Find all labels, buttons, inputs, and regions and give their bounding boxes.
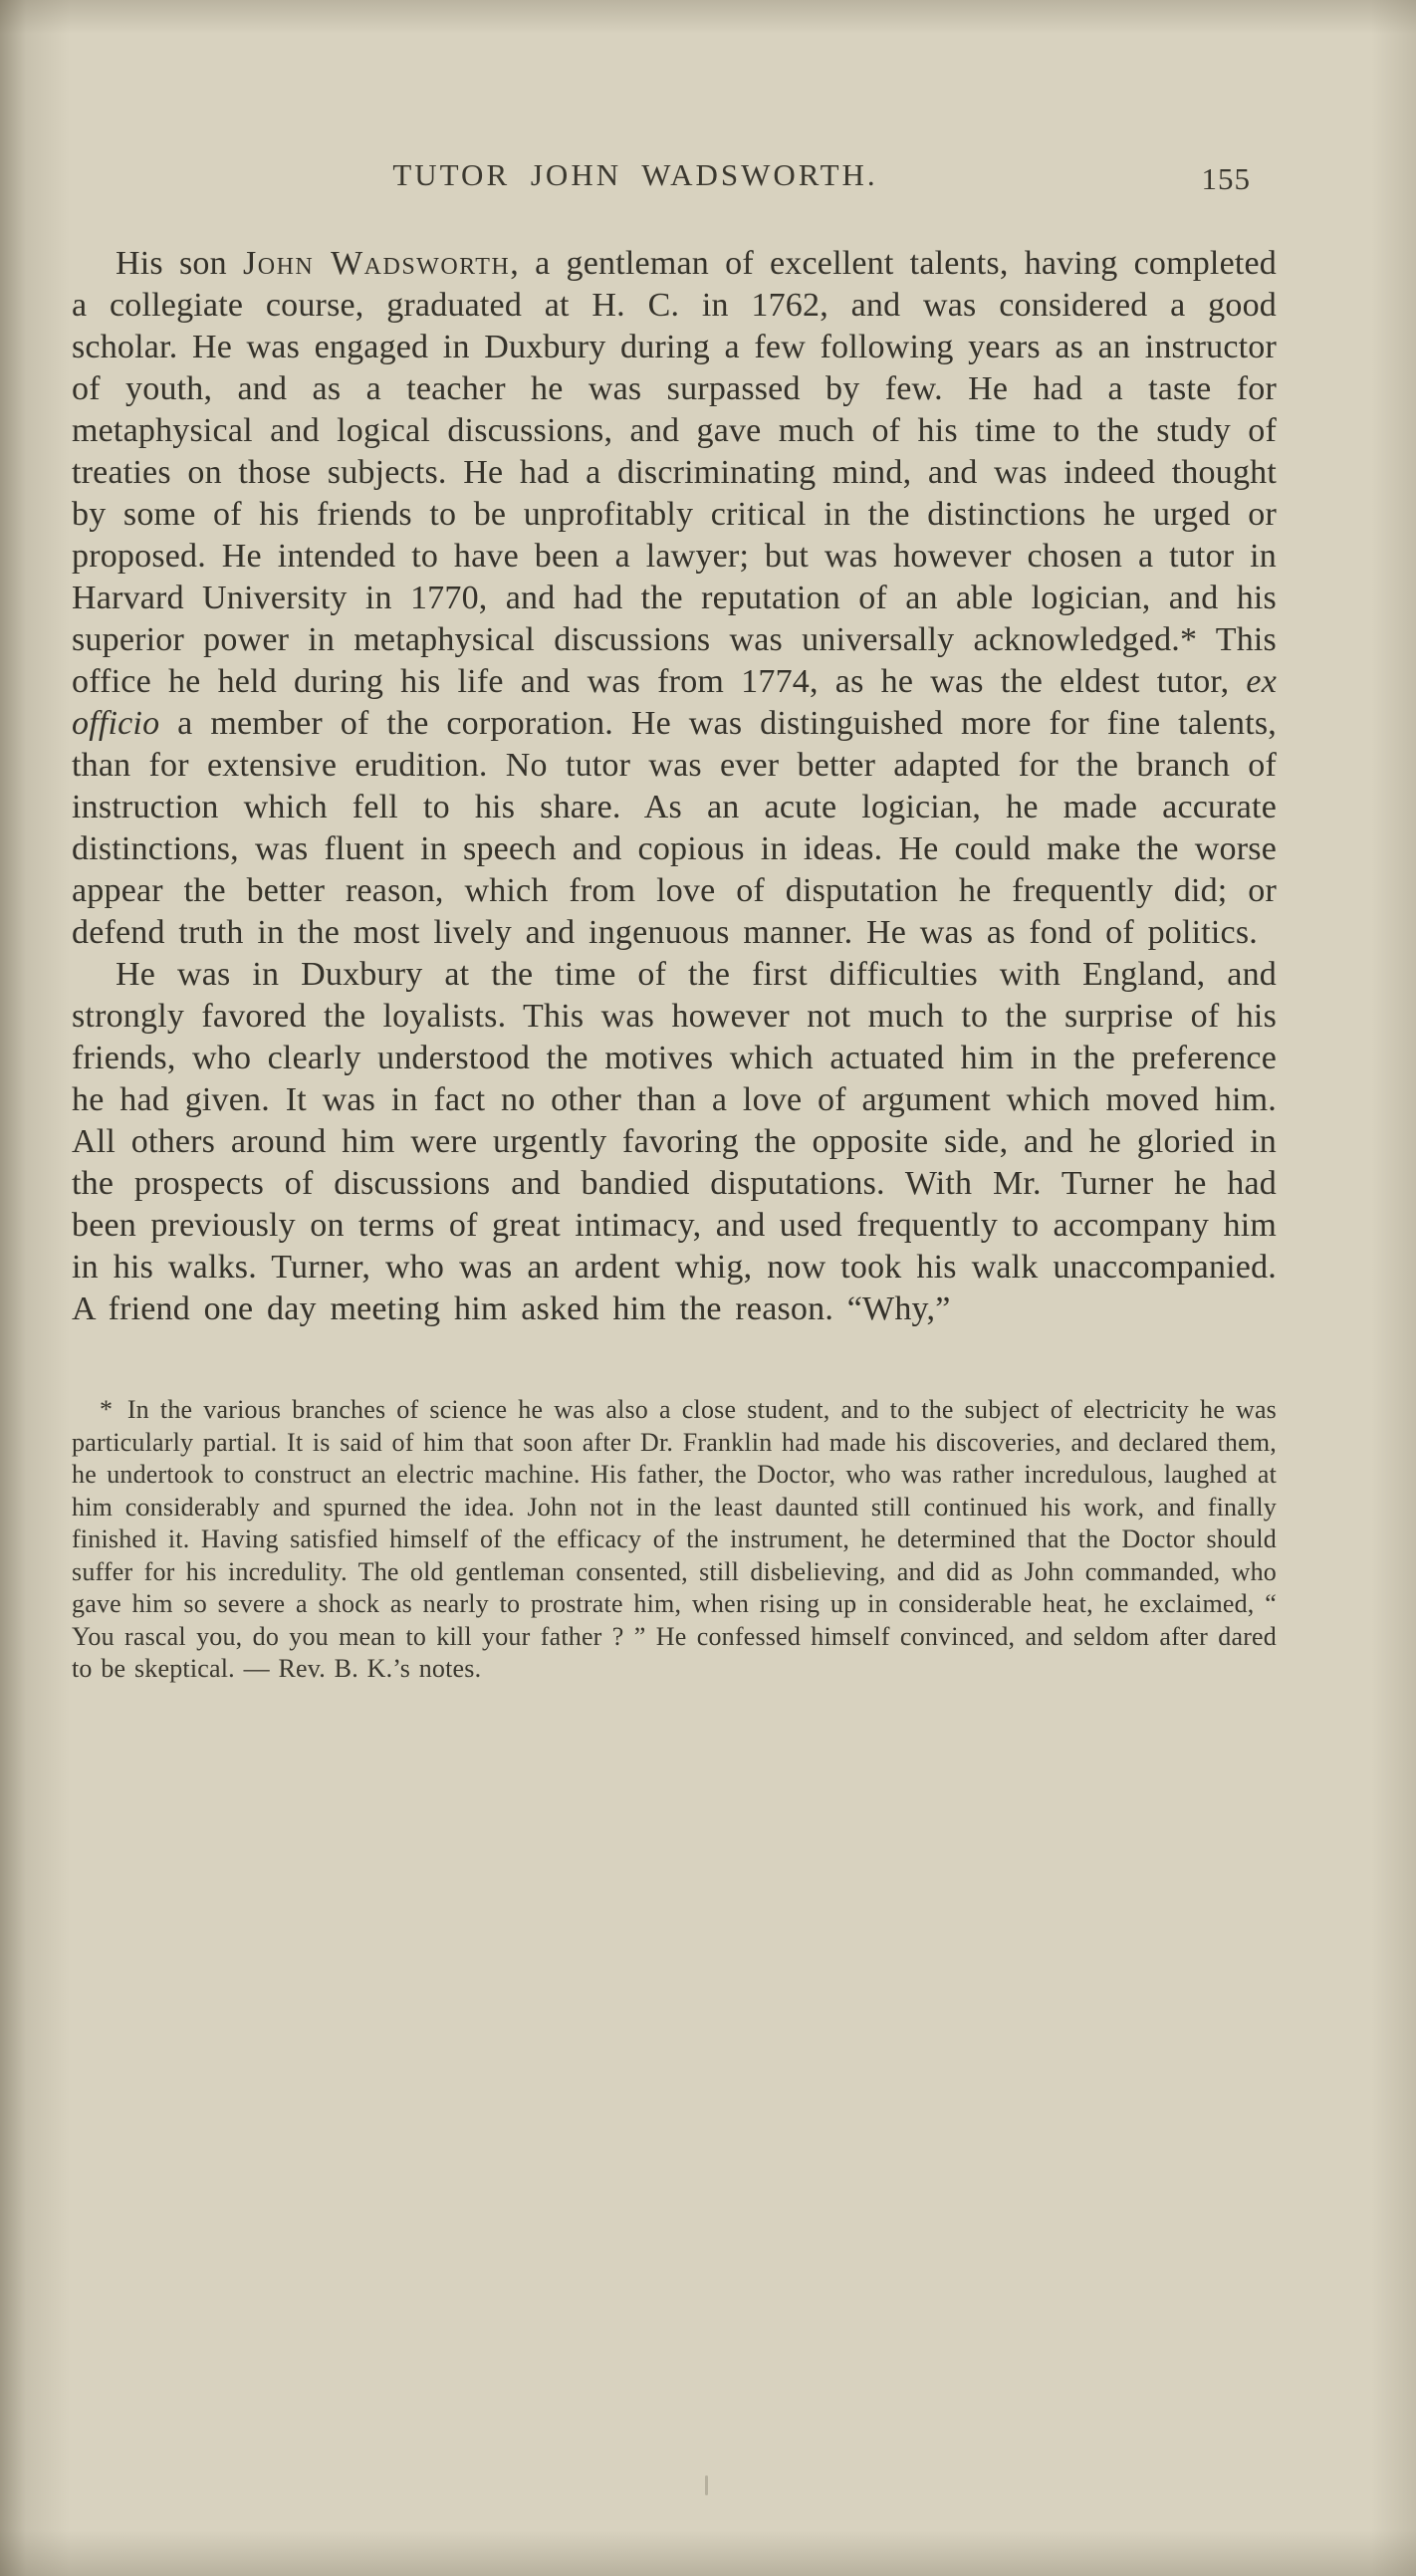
footnote-text bbox=[72, 1394, 1277, 1686]
running-title: TUTOR JOHN WADSWORTH. bbox=[392, 157, 878, 192]
paragraph-1 bbox=[72, 243, 1277, 954]
paragraph-1-text-middle: , a gentleman of excellent talents, having completed a collegiate course, graduated at H. C. in 1762, and was considered a good scholar. He was engaged in Duxbury during a few following years as an instructor of youth, and as a teacher he was surpassed by few. He had a taste for metaphysical and logical discussions, and gave much of his time to the study of treaties on those subjects. He had a discriminating mind, and was indeed thought by some of his friends to be unprofitably critical in the distinctions he urged or proposed. He intended to have been a lawyer; but was however chosen a tutor in Harvard University in 1770, and had the reputation of an able logician, and his superior power in metaphysical discussions was universally acknowledged.* This office he held during his life and was from 1774, as he was the eldest tutor, bbox=[72, 245, 1277, 700]
footnote-body: In the various branches of science he was also a close student, and to the subject of electricity he was particularly partial. It is said of him that soon after Dr. Franklin had made his discoveries, and declared them, he undertook to construct an electric machine. His father, the Doctor, who was rather incredulous, laughed at him considerably and spurned the idea. John not in the least daunted still continued his work, and finally finished it. Having satisfied himself of the efficacy of the instrument, he determined that the Doctor should suffer for his incredulity. The old gentleman consented, still disbelieving, and did as John commanded, who gave him so severe a shock as nearly to prostrate him, when rising up in considerable heat, he exclaimed, “ You rascal you, do you mean to kill your father ? ” He confessed himself convinced, and seldom after dared to be skeptical. — Rev. B. K.’s notes. bbox=[72, 1395, 1278, 1683]
footnote-asterisk: * bbox=[100, 1395, 127, 1424]
ex-officio-italic: ex officio bbox=[72, 663, 1277, 742]
paragraph-1-text-start: His son bbox=[116, 245, 243, 282]
page-header bbox=[72, 157, 1277, 203]
paragraph-2: He was in Duxbury at the time of the first difficulties with England, and strongly favored the loyalists. This was however not much to the surprise of his friends, who clearly understood the motives which actuated him in the preference he had given. It was in fact no other than a love of argument which moved him. All others around him were urgently favoring the opposite side, and he gloried in the prospects of discussions and bandied disputations. With Mr. Turner he had been previously on terms of great intimacy, and used frequently to accompany him in his walks. Turner, who was an ardent whig, now took his walk unaccompanied. A friend one day meeting him asked him the reason. “Why,” bbox=[72, 956, 1277, 1327]
paragraph-1-text-end: a member of the corporation. He was distinguished more for fine talents, than for extensive erudition. No tutor was ever better adapted for the branch of instruction which fell to his share. As an acute logician, he made accurate distinctions, was fluent in speech and copious in ideas. He could make the worse appear the better reason, which from love of disputation he frequently did; or defend truth in the most lively and ingenuous manner. He was as fond of politics. bbox=[72, 705, 1277, 951]
scan-artifact-mark bbox=[705, 2475, 708, 2495]
footnote-section bbox=[72, 1394, 1277, 1686]
person-name-smallcaps: John Wadsworth bbox=[243, 245, 511, 282]
page-body bbox=[72, 243, 1277, 1330]
page-number: 155 bbox=[1201, 161, 1251, 196]
